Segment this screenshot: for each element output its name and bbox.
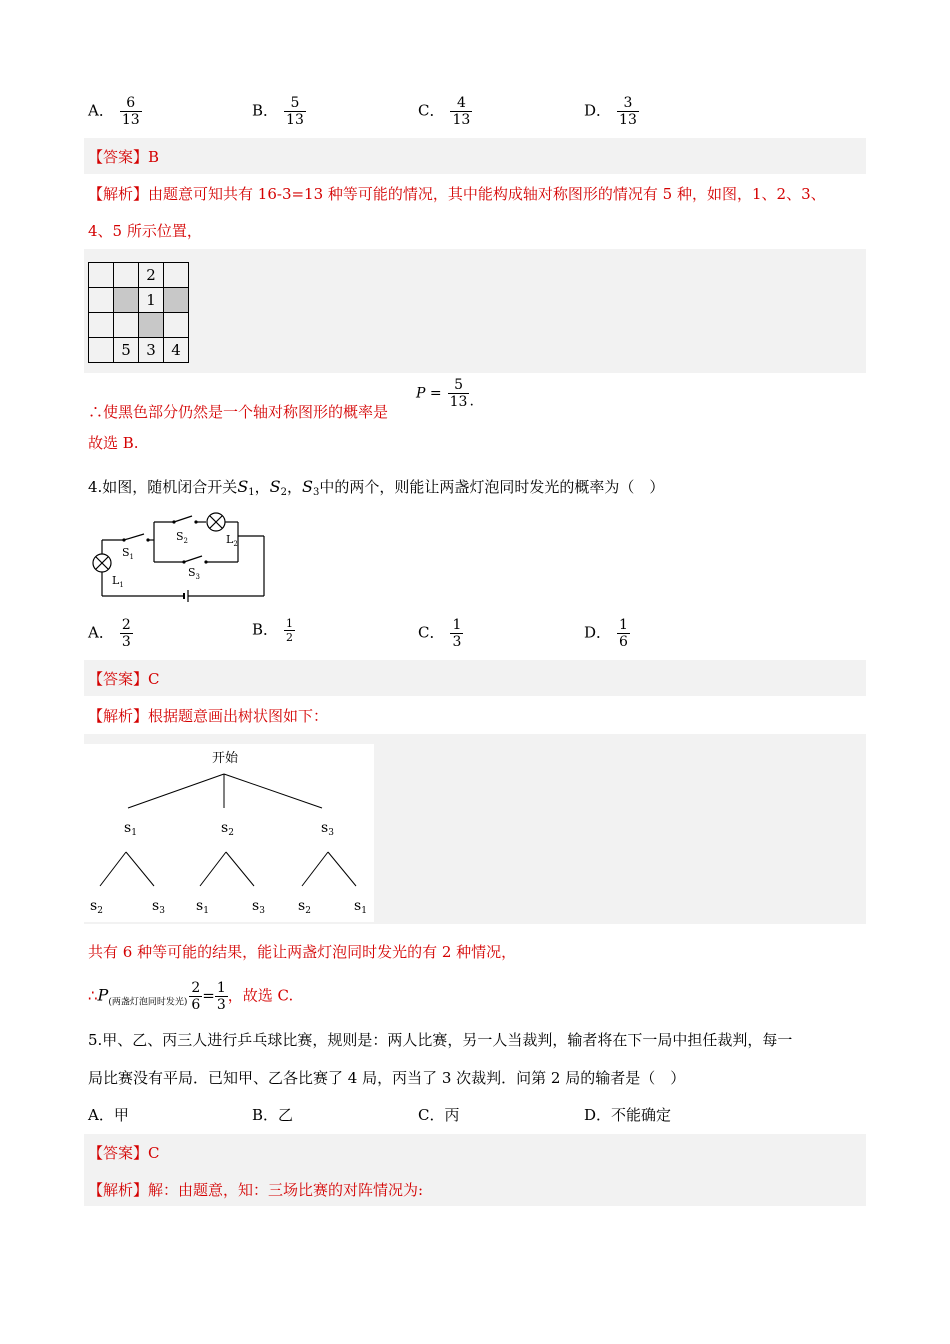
q3-probability: P = $\frac{5}{13}$ .	[416, 377, 474, 410]
label-s1: $S_1$	[122, 546, 135, 561]
label-l2: $L_2$	[226, 533, 238, 548]
grid-cell	[89, 288, 114, 313]
switch-s1-blade	[124, 534, 144, 540]
grid-cell	[89, 313, 114, 338]
grid-cell	[114, 313, 139, 338]
q5-option-b: B．乙	[252, 1106, 294, 1124]
switch-contact	[122, 538, 125, 541]
q4-answer-bar	[84, 660, 866, 696]
grid-cell: 5	[114, 338, 139, 363]
switch-contact	[146, 538, 149, 541]
q3-conclusion-text: ∴使黑色部分仍然是一个轴对称图形的概率是	[88, 403, 389, 421]
q4-result-line1: 共有 6 种等可能的结果，能让两盏灯泡同时发光的有 2 种情况，	[88, 943, 517, 961]
q4-result-line2: $\therefore P_{(两盏灯泡同时发光)}$ $\frac{2}{6}$ = $\frac{1}{3}$ ，故选 C.	[88, 980, 294, 1013]
tree-node-l2: $s_1$	[354, 898, 367, 916]
label-l1: $L_1$	[112, 574, 124, 589]
q4-analysis: 【解析】根据题意画出树状图如下：	[88, 707, 329, 725]
q3-analysis-line1: 【解析】由题意可知共有 16-3=13 种等可能的情况，其中能构成轴对称图形的情况有 5 种，如图，1、2、3、	[88, 185, 826, 203]
q3-option-d: D． $\frac{3}{13}$	[584, 95, 637, 128]
grid-cell-shaded	[114, 288, 139, 313]
tree-node-l1: $s_3$	[321, 820, 334, 838]
q4-answer: 【答案】C	[88, 670, 160, 688]
q4-stem: 4.如图，随机闭合开关$S_1$，$S_2$，$S_3$中的两个，则能让两盏灯泡同时发光的概率为（ ）	[88, 477, 665, 498]
switch-contact	[194, 520, 197, 523]
q5-option-d: D．不能确定	[584, 1106, 672, 1124]
grid-cell	[164, 313, 189, 338]
grid-cell	[89, 263, 114, 288]
tree-node-l2: $s_3$	[252, 898, 265, 916]
q5-option-a: A．甲	[88, 1106, 129, 1124]
circuit-diagram	[88, 512, 270, 606]
q5-analysis: 【解析】解：由题意，知：三场比赛的对阵情况为:	[88, 1181, 424, 1199]
switch-contact	[204, 560, 207, 563]
q3-grid-bar	[84, 249, 866, 373]
grid-cell: 2	[139, 263, 164, 288]
tree-node-l1: $s_1$	[124, 820, 137, 838]
label-s2: $S_2$	[176, 530, 189, 545]
q3-option-b: B． $\frac{5}{13}$	[252, 95, 304, 128]
q3-analysis-line2: 4、5 所示位置，	[88, 222, 202, 240]
grid-cell: 1	[139, 288, 164, 313]
tree-node-l2: $s_2$	[90, 898, 103, 916]
q3-answer-bar	[84, 138, 866, 174]
grid-cell-shaded	[164, 288, 189, 313]
label-s3: $S_3$	[188, 566, 201, 581]
q4-option-c: C． $\frac{1}{3}$	[418, 617, 462, 650]
grid-cell	[89, 338, 114, 363]
tree-diagram	[84, 744, 374, 922]
grid-cell-shaded	[139, 313, 164, 338]
tree-node-l2: $s_3$	[152, 898, 165, 916]
grid-cell	[164, 263, 189, 288]
grid-cell: 4	[164, 338, 189, 363]
tree-node-l2: $s_1$	[196, 898, 209, 916]
q3-option-c: C． $\frac{4}{13}$	[418, 95, 471, 128]
tree-node-l2: $s_2$	[298, 898, 311, 916]
grid-cell: 3	[139, 338, 164, 363]
q3-choose: 故选 B.	[88, 434, 139, 452]
q3-option-a: A． $\frac{6}{13}$	[88, 95, 140, 128]
switch-s2-blade	[174, 516, 192, 522]
tree-node-l1: $s_2$	[221, 820, 234, 838]
grid-cell	[114, 263, 139, 288]
q5-stem-line2: 局比赛没有平局．已知甲、乙各比赛了 4 局，丙当了 3 次裁判．问第 2 局的输者是（ ）	[88, 1069, 686, 1087]
q4-option-d: D． $\frac{1}{6}$	[584, 617, 628, 650]
q5-stem-line1: 5.甲、乙、丙三人进行乒乓球比赛，规则是：两人比赛，另一人当裁判，输者将在下一局中担任裁判，每一	[88, 1031, 793, 1049]
tree-root: 开始	[212, 751, 239, 766]
q3-grid	[88, 262, 189, 363]
q5-answer: 【答案】C	[88, 1144, 160, 1162]
q4-option-a: A． $\frac{2}{3}$	[88, 617, 131, 650]
q3-answer: 【答案】B	[88, 148, 160, 166]
q4-option-b: B． $\frac{1}{2}$	[252, 617, 294, 644]
q5-option-c: C．丙	[418, 1106, 460, 1124]
switch-contact	[182, 560, 185, 563]
switch-s3-blade	[184, 556, 202, 562]
switch-contact	[172, 520, 175, 523]
